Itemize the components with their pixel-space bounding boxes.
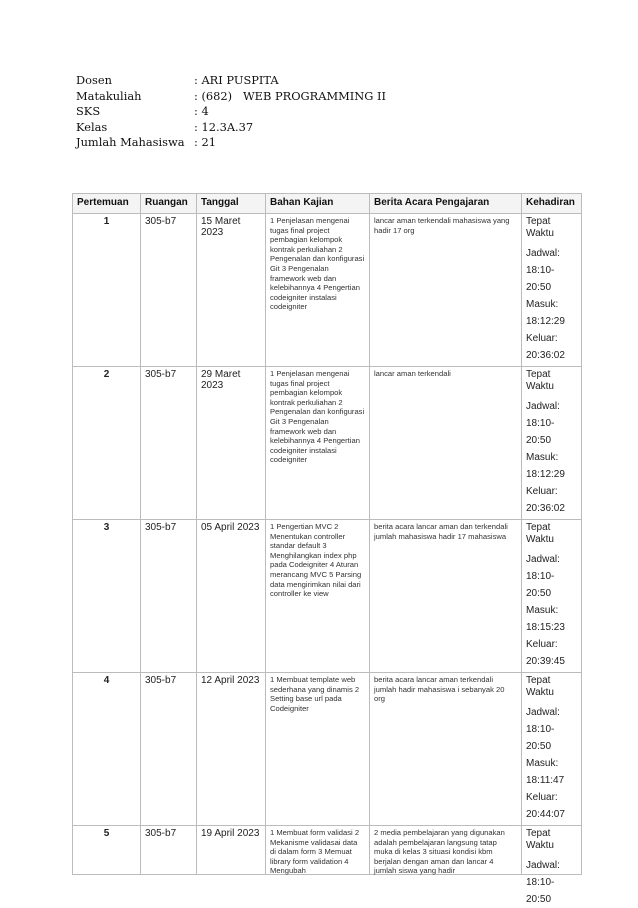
table-header-row xyxy=(73,194,582,214)
info-label: Jumlah Mahasiswa xyxy=(76,135,185,149)
cell-kehadiran xyxy=(522,826,582,905)
kehadiran-status: Tepat Waktu xyxy=(526,828,554,851)
kehadiran-clip xyxy=(526,828,577,905)
kehadiran-line: Keluar: xyxy=(526,792,558,803)
kehadiran-line: 18:10-20:50 xyxy=(526,877,555,905)
kehadiran-line: 18:10-20:50 xyxy=(526,418,555,446)
kehadiran-line: 20:36:02 xyxy=(526,503,565,514)
kehadiran-line: Jadwal: xyxy=(526,248,560,259)
cell-pertemuan: 3 xyxy=(73,520,141,673)
berita-acara-text: 2 media pembelajaran yang digunakan adalah pembelajaran langsung tatap muka di kelas 3 situasi kondisi kbm berjalan dengan aman dan lancar 4 jumlah siswa yang hadir xyxy=(374,828,505,876)
table-row xyxy=(73,520,582,673)
attendance-table xyxy=(72,193,582,905)
info-value: : 21 xyxy=(194,135,216,149)
kehadiran-status: Tepat Waktu xyxy=(526,369,554,392)
kehadiran-line: 18:12:29 xyxy=(526,469,565,480)
header-pertemuan: Pertemuan xyxy=(73,194,141,214)
cell-pertemuan: 1 xyxy=(73,214,141,367)
cell-bahan-kajian: 1 Penjelasan mengenai tugas final project pembagian kelompok kontrak perkuliahan 2 Pengenalan dan konfigurasi Git 3 Pengenalan framework web dan kelebihannya 4 Pengertian codeigniter instalasi codeigniter xyxy=(266,367,370,520)
cell-berita-acara xyxy=(370,826,522,875)
kehadiran-line: 18:10-20:50 xyxy=(526,724,555,752)
header-ruangan: Ruangan xyxy=(141,194,197,214)
kehadiran-line: Keluar: xyxy=(526,486,558,497)
cell-tanggal: 19 April 2023 xyxy=(197,826,266,875)
cell-kehadiran xyxy=(522,214,582,367)
info-value: : ARI PUSPITA xyxy=(194,73,279,87)
info-label: Kelas xyxy=(76,119,108,134)
kehadiran-line: Keluar: xyxy=(526,333,558,344)
kehadiran-line: Masuk: xyxy=(526,758,559,769)
cell-tanggal: 05 April 2023 xyxy=(197,520,266,673)
kehadiran-line: 18:10-20:50 xyxy=(526,571,555,599)
header-berita-acara: Berita Acara Pengajaran xyxy=(370,194,522,214)
cell-tanggal: 29 Maret 2023 xyxy=(197,367,266,520)
kehadiran-line: Masuk: xyxy=(526,299,559,310)
kehadiran-line: Masuk: xyxy=(526,452,559,463)
kehadiran-line: Jadwal: xyxy=(526,707,560,718)
info-label: Matakuliah xyxy=(76,88,142,103)
info-row-dosen xyxy=(76,73,386,89)
kehadiran-line: 20:44:07 xyxy=(526,809,565,820)
header-kehadiran: Kehadiran xyxy=(522,194,582,214)
cell-berita-acara: berita acara lancar aman terkendali jumlah hadir mahasiswa i sebanyak 20 org xyxy=(370,673,522,826)
cell-ruangan: 305-b7 xyxy=(141,214,197,367)
cell-tanggal: 12 April 2023 xyxy=(197,673,266,826)
kehadiran-status: Tepat Waktu xyxy=(526,675,554,698)
kehadiran-line: 18:12:29 xyxy=(526,316,565,327)
info-value: : 4 xyxy=(194,104,209,118)
kehadiran-line: 20:39:45 xyxy=(526,656,565,667)
info-label: SKS xyxy=(76,104,101,118)
header-tanggal: Tanggal xyxy=(197,194,266,214)
cell-berita-acara: berita acara lancar aman dan terkendali jumlah mahasiswa hadir 17 mahasiswa xyxy=(370,520,522,673)
info-row-kelas xyxy=(76,120,386,136)
bahan-kajian-text: 1 Membuat form validasi 2 Mekanisme validasai data di dalam form 3 Memuat library form validation 4 Mengubah xyxy=(270,828,360,876)
cell-ruangan: 305-b7 xyxy=(141,520,197,673)
table-row xyxy=(73,826,582,875)
cell-tanggal: 15 Maret 2023 xyxy=(197,214,266,367)
cell-kehadiran xyxy=(522,367,582,520)
cell-bahan-kajian: 1 Membuat template web sederhana yang dinamis 2 Setting base url pada Codeigniter xyxy=(266,673,370,826)
cell-ruangan: 305-b7 xyxy=(141,826,197,875)
cell-ruangan: 305-b7 xyxy=(141,367,197,520)
cell-ruangan: 305-b7 xyxy=(141,673,197,826)
header-bahan-kajian: Bahan Kajian xyxy=(266,194,370,214)
cell-bahan-kajian xyxy=(266,826,370,875)
cell-berita-acara: lancar aman terkendali xyxy=(370,367,522,520)
kehadiran-line: Jadwal: xyxy=(526,554,560,565)
cell-pertemuan: 2 xyxy=(73,367,141,520)
info-value: : 12.3A.37 xyxy=(194,119,254,134)
kehadiran-line: 18:11:47 xyxy=(526,775,565,786)
kehadiran-line: Keluar: xyxy=(526,639,558,650)
info-value: : (682) WEB PROGRAMMING II xyxy=(194,88,386,103)
kehadiran-status: Tepat Waktu xyxy=(526,522,554,545)
cell-pertemuan: 4 xyxy=(73,673,141,826)
kehadiran-line: 18:10-20:50 xyxy=(526,265,555,293)
cell-pertemuan: 5 xyxy=(73,826,141,875)
cell-berita-acara: lancar aman terkendali mahasiswa yang hadir 17 org xyxy=(370,214,522,367)
kehadiran-line: Masuk: xyxy=(526,605,559,616)
cell-bahan-kajian: 1 Pengertian MVC 2 Menentukan controller standar default 3 Menghilangkan index php pada Codeigniter 4 Aturan merancang MVC 5 Parsing data mengirimkan nilai dari controller ke view xyxy=(266,520,370,673)
kehadiran-line: 18:15:23 xyxy=(526,622,565,633)
kehadiran-status: Tepat Waktu xyxy=(526,216,554,239)
table-row xyxy=(73,214,582,367)
cell-kehadiran xyxy=(522,520,582,673)
info-row-sks xyxy=(76,104,386,120)
cell-bahan-kajian: 1 Penjelasan mengenai tugas final project pembagian kelompok kontrak perkuliahan 2 Pengenalan dan konfigurasi Git 3 Pengenalan framework web dan kelebihannya 4 Pengertian codeigniter instalasi codeigniter xyxy=(266,214,370,367)
kehadiran-line: 20:36:02 xyxy=(526,350,565,361)
table-row xyxy=(73,367,582,520)
table-row xyxy=(73,673,582,826)
course-info xyxy=(76,73,386,151)
info-row-jumlah-mahasiswa xyxy=(76,135,386,151)
info-row-matakuliah xyxy=(76,89,386,105)
cell-kehadiran xyxy=(522,673,582,826)
info-label: Dosen xyxy=(76,73,112,87)
kehadiran-line: Jadwal: xyxy=(526,860,560,871)
kehadiran-line: Jadwal: xyxy=(526,401,560,412)
